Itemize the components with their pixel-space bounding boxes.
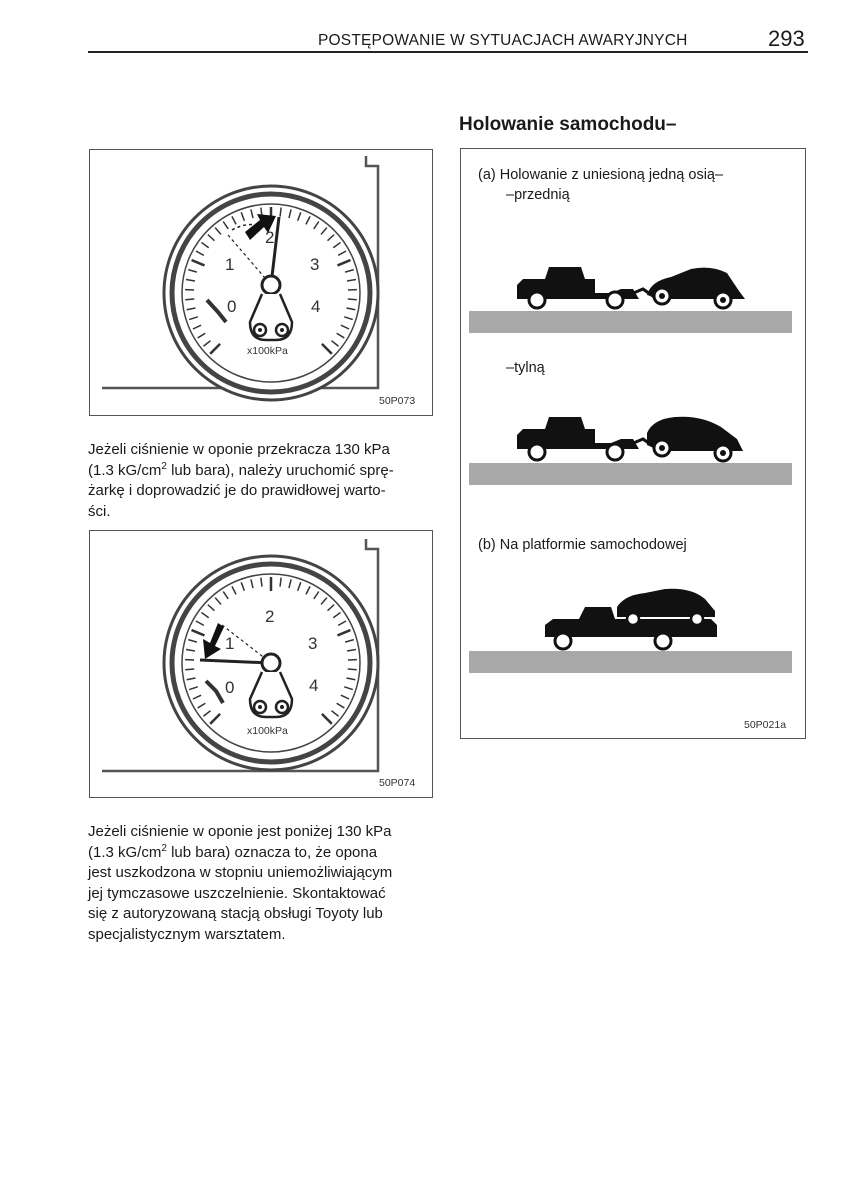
- tow-scene-front-lift: [469, 267, 792, 333]
- gauge-tick: [280, 208, 281, 217]
- gauge-figure-low: [89, 530, 433, 798]
- text-fragment: lub bara), należy uruchomić sprę-: [166, 461, 394, 479]
- figure-code: 50P073: [379, 395, 416, 407]
- towing-illustrations: [461, 149, 805, 738]
- superscript: 2: [161, 460, 167, 472]
- gauge-figure-high: [89, 149, 433, 416]
- scale-label-0: 0: [225, 678, 235, 697]
- superscript: 2: [161, 842, 167, 854]
- paragraph-low-pressure: [88, 822, 435, 945]
- caption-rear-axle: –tylną: [506, 360, 545, 376]
- text-fragment: (1.3 kG/cm: [88, 461, 162, 479]
- caption-flatbed: (b) Na platformie samochodowej: [478, 537, 687, 553]
- text-line: się z autoryzowaną stacją obsługi Toyoty lub: [88, 905, 383, 922]
- text-line: jej tymczasowe uszczelnienie. Skontaktować: [88, 884, 386, 902]
- unit-label: x100kPa: [247, 345, 288, 357]
- figure-code: 50P074: [379, 777, 416, 789]
- gauge-tick: [348, 669, 357, 670]
- scale-label-4: 4: [311, 297, 321, 316]
- pressure-gauge-illustration: [90, 531, 432, 797]
- text-line: Jeżeli ciśnienie w oponie przekracza 130 kPa: [88, 441, 390, 458]
- text-line: Jeżeli ciśnienie w oponie jest poniżej 130 kPa: [88, 823, 392, 840]
- text-line: żarkę i doprowadzić je do prawidłowej warto-: [88, 482, 386, 499]
- scale-label-3: 3: [308, 634, 318, 653]
- gauge-tick: [185, 669, 194, 670]
- caption-front-axle-line1: (a) Holowanie z uniesioną jedną osią–: [478, 167, 724, 183]
- scale-label-1: 1: [225, 634, 235, 653]
- running-header-title: POSTĘPOWANIE W SYTUACJACH AWARYJNYCH: [318, 32, 688, 49]
- header-rule: [88, 51, 808, 53]
- tow-scene-rear-lift: [469, 417, 792, 485]
- unit-label: x100kPa: [247, 725, 288, 737]
- gauge-tick: [348, 299, 357, 300]
- text-line: [88, 461, 435, 482]
- text-fragment: lub bara) oznacza to, że opona: [166, 843, 378, 861]
- text-fragment: (1.3 kG/cm: [88, 843, 162, 861]
- section-title: Holowanie samochodu–: [459, 114, 677, 135]
- scale-label-2: 2: [265, 228, 275, 247]
- scale-label-3: 3: [310, 255, 320, 274]
- caption-front-axle-line2: –przednią: [506, 187, 570, 203]
- scale-label-2: 2: [265, 607, 275, 626]
- scale-label-0: 0: [227, 297, 237, 316]
- scale-label-4: 4: [309, 676, 319, 695]
- tow-scene-flatbed: [469, 589, 792, 673]
- gauge-tick: [261, 578, 262, 587]
- paragraph-high-pressure: [88, 440, 435, 522]
- pressure-gauge-illustration: [90, 150, 432, 415]
- text-line: [88, 843, 435, 864]
- text-line: ści.: [88, 502, 111, 520]
- towing-figure: [460, 148, 806, 739]
- gauge-tick: [185, 299, 194, 300]
- scale-label-1: 1: [225, 255, 235, 274]
- text-line: jest uszkodzona w stopniu uniemożliwiającym: [88, 864, 393, 881]
- figure-code: 50P021a: [744, 719, 787, 731]
- gauge-tick: [280, 578, 281, 587]
- page-number: 293: [768, 26, 805, 51]
- text-line: specjalistycznym warsztatem.: [88, 925, 286, 943]
